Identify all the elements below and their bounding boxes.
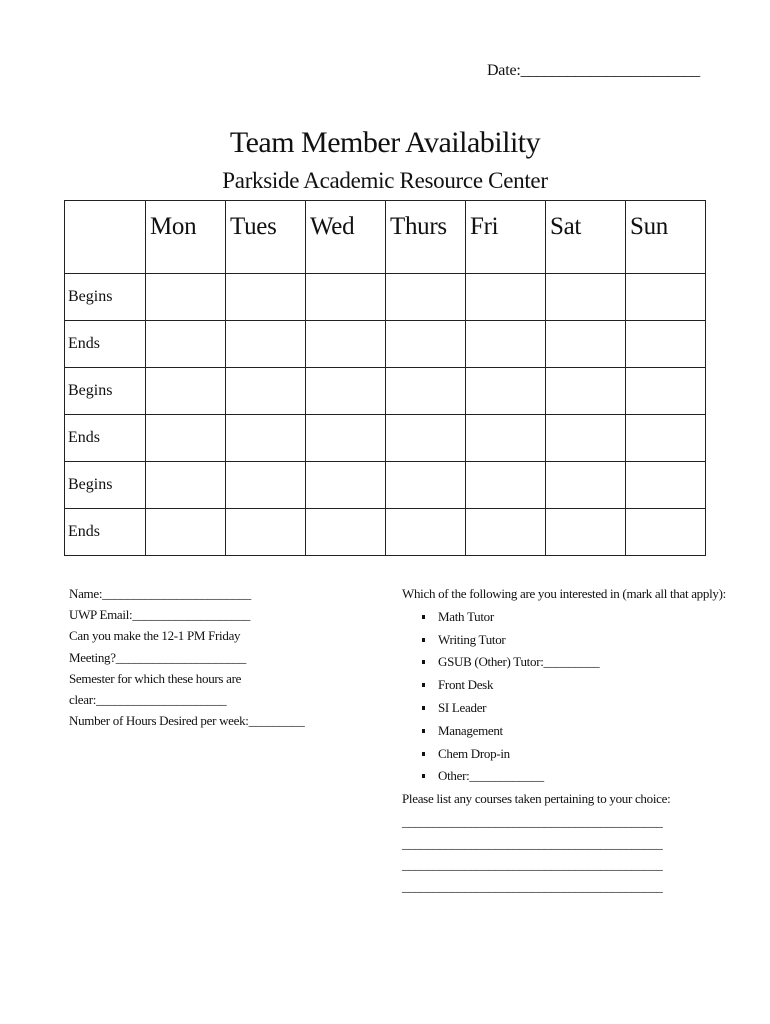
- date-field[interactable]: Date:_______________________: [486, 62, 700, 79]
- time-cell[interactable]: [626, 321, 706, 368]
- time-cell[interactable]: [466, 509, 546, 556]
- day-header-thurs: Thurs: [386, 201, 466, 274]
- time-cell[interactable]: [466, 368, 546, 415]
- time-cell[interactable]: [226, 509, 306, 556]
- courses-prompt: Please list any courses taken pertaining to your choice:: [402, 791, 671, 807]
- time-cell[interactable]: [626, 509, 706, 556]
- table-row: [65, 509, 706, 556]
- time-cell[interactable]: [146, 415, 226, 462]
- form-title: Team Member Availability: [229, 126, 541, 159]
- interests-section: [402, 583, 726, 897]
- corner-cell: [65, 201, 146, 274]
- table-row: [65, 415, 706, 462]
- time-cell[interactable]: [226, 415, 306, 462]
- table-row: [65, 462, 706, 509]
- semester-field[interactable]: clear:_____________________: [69, 692, 227, 708]
- answer-line[interactable]: __________________________________________: [402, 835, 663, 851]
- time-cell[interactable]: [546, 462, 626, 509]
- time-cell[interactable]: [306, 415, 386, 462]
- time-cell[interactable]: [626, 274, 706, 321]
- time-cell[interactable]: [226, 462, 306, 509]
- time-cell[interactable]: [146, 274, 226, 321]
- time-cell[interactable]: [546, 274, 626, 321]
- time-cell[interactable]: [466, 415, 546, 462]
- answer-line[interactable]: __________________________________________: [402, 857, 663, 873]
- day-header-tues: Tues: [226, 201, 306, 274]
- time-cell[interactable]: [626, 462, 706, 509]
- row-label: Ends: [65, 415, 146, 462]
- time-cell[interactable]: [386, 415, 466, 462]
- time-cell[interactable]: [386, 274, 466, 321]
- answer-line[interactable]: __________________________________________: [402, 813, 663, 829]
- time-cell[interactable]: [466, 321, 546, 368]
- name-field[interactable]: Name:________________________: [69, 586, 251, 601]
- option-si-leader[interactable]: SI Leader: [402, 697, 702, 720]
- day-header-wed: Wed: [306, 201, 386, 274]
- time-cell[interactable]: [306, 321, 386, 368]
- time-cell[interactable]: [626, 415, 706, 462]
- time-cell[interactable]: [386, 368, 466, 415]
- interests-question: Which of the following are you interested in (mark all that apply):: [402, 586, 726, 601]
- day-header-sat: Sat: [546, 201, 626, 274]
- meeting-field[interactable]: Meeting?_____________________: [69, 649, 246, 665]
- option-management[interactable]: Management: [402, 720, 702, 743]
- time-cell[interactable]: [226, 321, 306, 368]
- time-cell[interactable]: [306, 462, 386, 509]
- option-other[interactable]: Other:____________: [402, 765, 702, 788]
- table-row: [65, 321, 706, 368]
- meeting-question: Can you make the 12-1 PM Friday: [69, 628, 241, 644]
- time-cell[interactable]: [306, 509, 386, 556]
- day-header-fri: Fri: [466, 201, 546, 274]
- email-field[interactable]: UWP Email:___________________: [69, 607, 251, 623]
- time-cell[interactable]: [306, 274, 386, 321]
- day-header-mon: Mon: [146, 201, 226, 274]
- option-writing-tutor[interactable]: Writing Tutor: [402, 629, 702, 652]
- row-label: Begins: [65, 274, 146, 321]
- time-cell[interactable]: [546, 509, 626, 556]
- table-header-row: [65, 201, 706, 274]
- option-gsub-tutor[interactable]: GSUB (Other) Tutor:_________: [402, 651, 702, 674]
- row-label: Begins: [65, 368, 146, 415]
- semester-question: Semester for which these hours are: [69, 670, 242, 686]
- personal-info-section: [69, 583, 309, 731]
- time-cell[interactable]: [546, 368, 626, 415]
- hours-field[interactable]: Number of Hours Desired per week:_________: [69, 713, 305, 729]
- courses-answer-area[interactable]: [402, 811, 702, 897]
- time-cell[interactable]: [546, 321, 626, 368]
- option-chem-drop-in[interactable]: Chem Drop-in: [402, 743, 702, 766]
- time-cell[interactable]: [546, 415, 626, 462]
- time-cell[interactable]: [146, 462, 226, 509]
- time-cell[interactable]: [146, 321, 226, 368]
- time-cell[interactable]: [466, 462, 546, 509]
- row-label: Begins: [65, 462, 146, 509]
- option-front-desk[interactable]: Front Desk: [402, 674, 702, 697]
- time-cell[interactable]: [226, 274, 306, 321]
- time-cell[interactable]: [386, 321, 466, 368]
- table-row: [65, 368, 706, 415]
- time-cell[interactable]: [226, 368, 306, 415]
- time-cell[interactable]: [306, 368, 386, 415]
- availability-table: [64, 200, 706, 556]
- form-subtitle: Parkside Academic Resource Center: [222, 168, 548, 193]
- answer-line[interactable]: __________________________________________: [402, 878, 663, 894]
- interest-options-list: [402, 606, 702, 788]
- time-cell[interactable]: [386, 462, 466, 509]
- day-header-sun: Sun: [626, 201, 706, 274]
- time-cell[interactable]: [146, 509, 226, 556]
- option-math-tutor[interactable]: Math Tutor: [402, 606, 702, 629]
- time-cell[interactable]: [386, 509, 466, 556]
- row-label: Ends: [65, 321, 146, 368]
- table-row: [65, 274, 706, 321]
- time-cell[interactable]: [146, 368, 226, 415]
- row-label: Ends: [65, 509, 146, 556]
- time-cell[interactable]: [466, 274, 546, 321]
- time-cell[interactable]: [626, 368, 706, 415]
